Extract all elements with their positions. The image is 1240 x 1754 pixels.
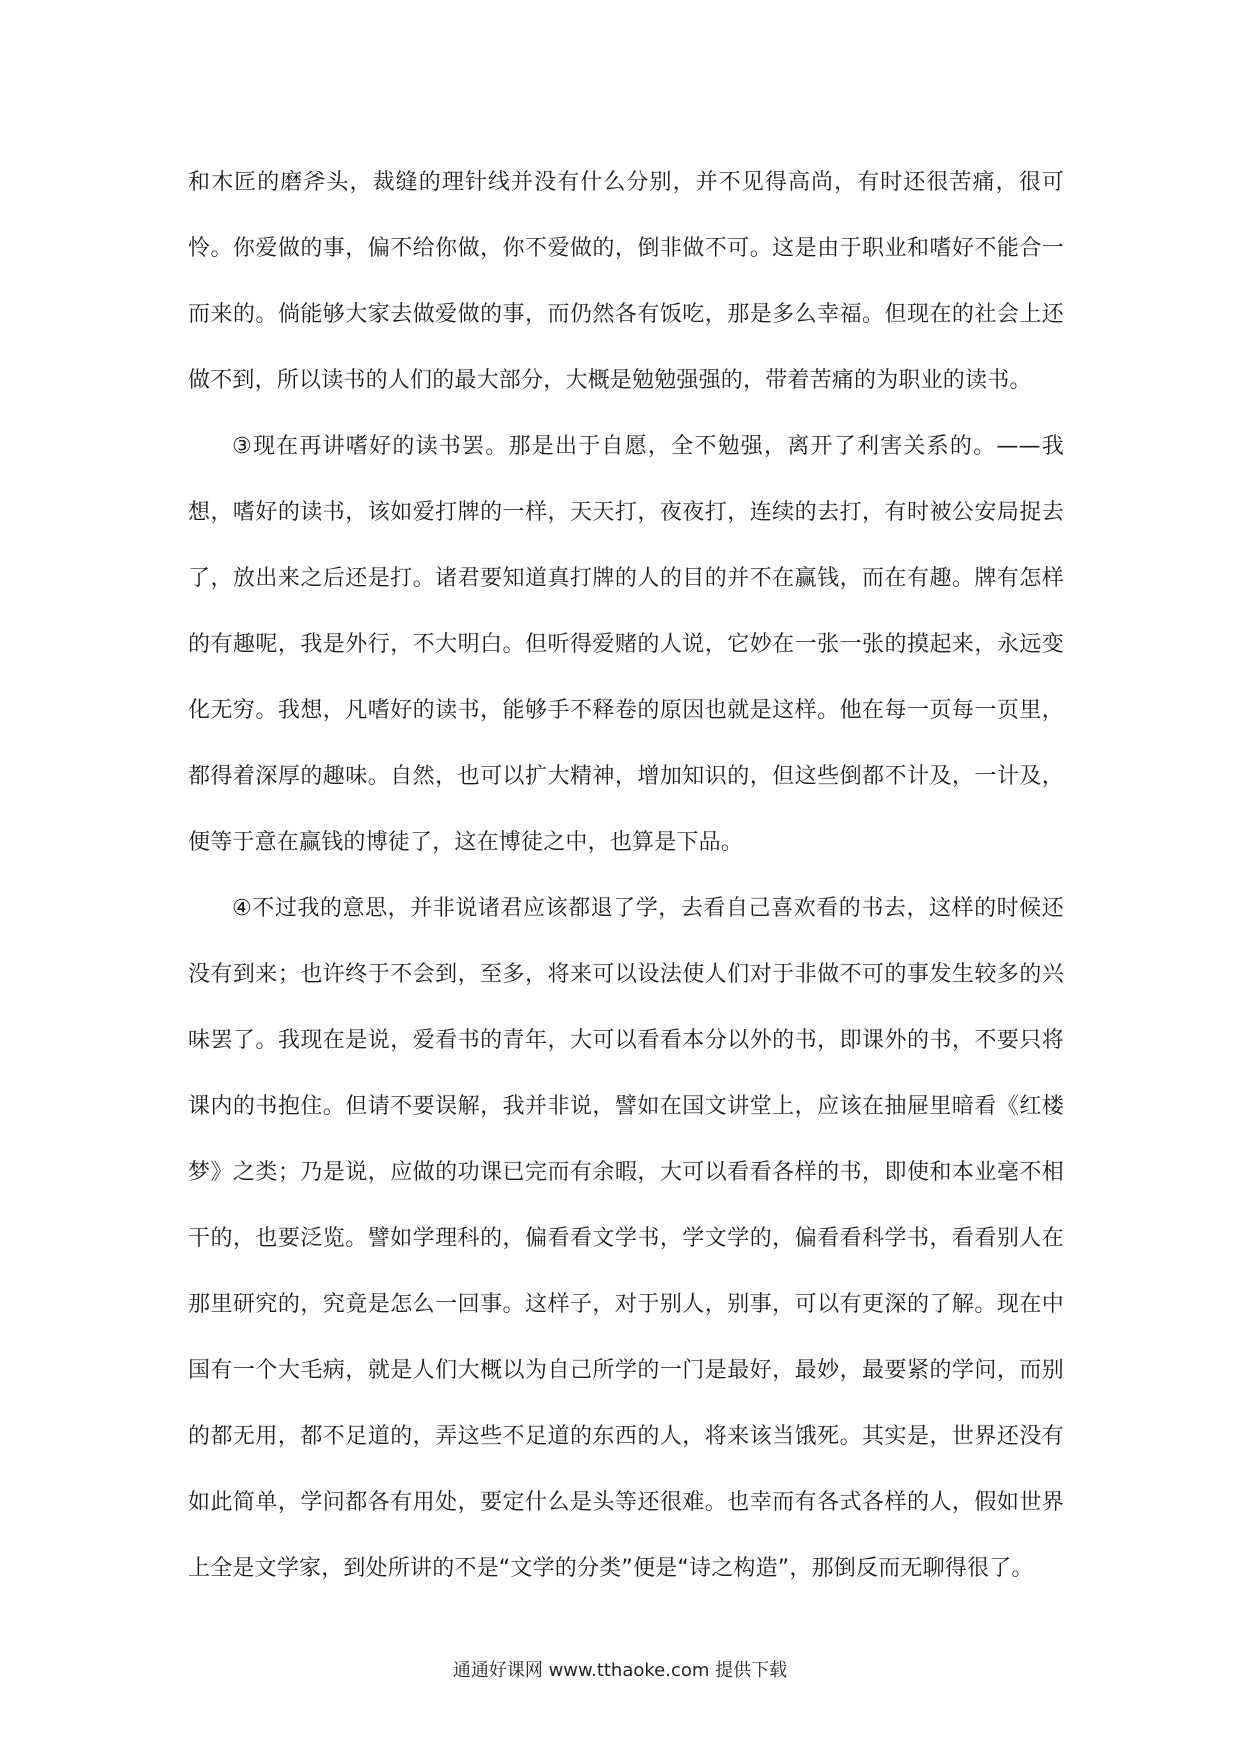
page-footer: 通通好课网 www.tthaoke.com 提供下载 [452,1660,788,1681]
document-body [188,150,1064,1602]
paragraph-4: ④不过我的意思，并非说诸君应该都退了学，去看自己喜欢看的书去，这样的时候还没有到来；也许终于不会到，至多，将来可以设法使人们对于非做不可的事发生较多的兴味罢了。我现在是说，爱看书的青年，大可以看看本分以外的书，即课外的书，不要只将课内的书抱住。但请不要误解，我并非说，譬如在国文讲堂上，应该在抽屉里暗看《红楼梦》之类；乃是说，应做的功课已完而有余暇，大可以看看各样的书，即使和本业毫不相干的，也要泛览。譬如学理科的，偏看看文学书，学文学的，偏看看科学书，看看别人在那里研究的，究竟是怎么一回事。这样子，对于别人，别事，可以有更深的了解。现在中国有一个大毛病，就是人们大概以为自己所学的一门是最好，最妙，最要紧的学问，而别的都无用，都不足道的，弄这些不足道的东西的人，将来该当饿死。其实是，世界还没有如此简单，学问都各有用处，要定什么是头等还很难。也幸而有各式各样的人，假如世界上全是文学家，到处所讲的不是“文学的分类”便是“诗之构造”，那倒反而无聊得很了。 [188,896,1064,1581]
paragraph-3: ③现在再讲嗜好的读书罢。那是出于自愿，全不勉强，离开了利害关系的。——我想，嗜好的读书，该如爱打牌的一样，天天打，夜夜打，连续的去打，有时被公安局捉去了，放出来之后还是打。诸君要知道真打牌的人的目的并不在赢钱，而在有趣。牌有怎样的有趣呢，我是外行，不大明白。但听得爱赌的人说，它妙在一张一张的摸起来，永远变化无穷。我想，凡嗜好的读书，能够手不释卷的原因也就是这样。他在每一页每一页里，都得着深厚的趣味。自然，也可以扩大精神，增加知识的，但这些倒都不计及，一计及，便等于意在赢钱的博徒了，这在博徒之中，也算是下品。 [188,434,1064,855]
paragraph-continued: 和木匠的磨斧头，裁缝的理针线并没有什么分别，并不见得高尚，有时还很苦痛，很可怜。你爱做的事，偏不给你做，你不爱做的，倒非做不可。这是由于职业和嗜好不能合一而来的。倘能够大家去做爱做的事，而仍然各有饭吃，那是多么幸福。但现在的社会上还做不到，所以读书的人们的最大部分，大概是勉勉强强的，带着苦痛的为职业的读书。 [188,170,1064,393]
